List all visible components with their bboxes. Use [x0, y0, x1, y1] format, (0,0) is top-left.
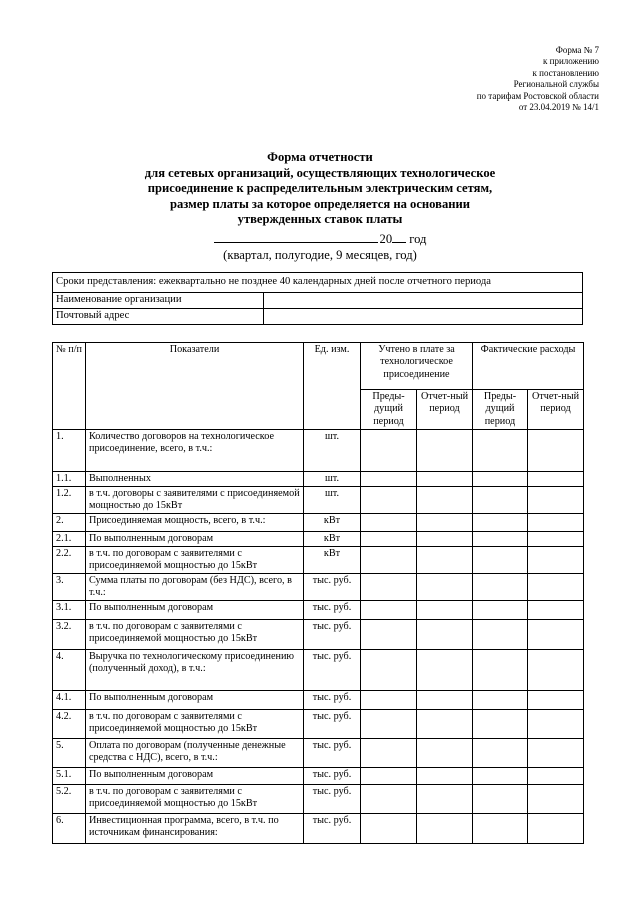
fee-prev-period-cell[interactable]: [361, 650, 417, 691]
period-blank-field[interactable]: [214, 230, 378, 243]
fee-prev-period-cell[interactable]: [361, 430, 417, 472]
header-fee-group: Учтено в плате за технологическое присоединение: [361, 343, 473, 390]
row-indicator: Присоединяемая мощность, всего, в т.ч.:: [86, 514, 304, 532]
row-indicator: Количество договоров на технологическое присоединение, всего, в т.ч.:: [86, 430, 304, 472]
submission-deadline: Сроки представления: ежеквартально не позднее 40 календарных дней после отчетного периода: [53, 273, 583, 293]
actual-report-period-cell[interactable]: [528, 814, 584, 844]
fee-report-period-cell[interactable]: [417, 487, 473, 514]
row-unit: тыс. руб.: [304, 814, 361, 844]
table-row: [53, 472, 584, 487]
row-number: 1.1.: [53, 472, 86, 487]
actual-prev-period-cell[interactable]: [473, 430, 528, 472]
attachment-line: Региональной службы: [513, 79, 599, 90]
table-row: [53, 691, 584, 710]
fee-report-period-cell[interactable]: [417, 620, 473, 650]
fee-report-period-cell[interactable]: [417, 768, 473, 785]
table-row: [53, 547, 584, 574]
row-number: 2.2.: [53, 547, 86, 574]
row-unit: тыс. руб.: [304, 785, 361, 814]
fee-report-period-cell[interactable]: [417, 739, 473, 768]
fee-prev-period-cell[interactable]: [361, 487, 417, 514]
fee-report-period-cell[interactable]: [417, 430, 473, 472]
actual-prev-period-cell[interactable]: [473, 691, 528, 710]
row-unit: тыс. руб.: [304, 691, 361, 710]
document-title: [60, 150, 580, 228]
table-row: [53, 574, 584, 601]
row-indicator: Оплата по договорам (полученные денежные средства с НДС), всего, в т.ч.:: [86, 739, 304, 768]
org-name-label: Наименование организации: [53, 293, 264, 309]
row-indicator: в т.ч. по договорам с заявителями с присоединяемой мощностью до 15кВт: [86, 620, 304, 650]
actual-report-period-cell[interactable]: [528, 532, 584, 547]
fee-prev-period-cell[interactable]: [361, 785, 417, 814]
row-unit: тыс. руб.: [304, 601, 361, 620]
fee-report-period-cell[interactable]: [417, 814, 473, 844]
header-actual-report: Отчет-ный период: [528, 390, 584, 430]
attachment-line: к постановлению: [532, 67, 599, 78]
address-field[interactable]: [264, 309, 583, 325]
table-row: [53, 710, 584, 739]
table-row: [53, 739, 584, 768]
actual-report-period-cell[interactable]: [528, 785, 584, 814]
row-unit: тыс. руб.: [304, 768, 361, 785]
fee-report-period-cell[interactable]: [417, 532, 473, 547]
table-row: [53, 650, 584, 691]
row-indicator: в т.ч. по договорам с заявителями с присоединяемой мощностью до 15кВт: [86, 710, 304, 739]
actual-report-period-cell[interactable]: [528, 574, 584, 601]
fee-report-period-cell[interactable]: [417, 785, 473, 814]
row-number: 1.2.: [53, 487, 86, 514]
fee-report-period-cell[interactable]: [417, 547, 473, 574]
year-blank-field[interactable]: [392, 230, 406, 243]
row-number: 2.1.: [53, 532, 86, 547]
row-unit: кВт: [304, 532, 361, 547]
fee-prev-period-cell[interactable]: [361, 532, 417, 547]
row-indicator: в т.ч. договоры с заявителями с присоединяемой мощностью до 15кВт: [86, 487, 304, 514]
header-unit: Ед. изм.: [304, 343, 361, 430]
fee-prev-period-cell[interactable]: [361, 472, 417, 487]
row-indicator: По выполненным договорам: [86, 601, 304, 620]
row-indicator: Выручка по технологическому присоединению (полученный доход), в т.ч.:: [86, 650, 304, 691]
row-indicator: Сумма платы по договорам (без НДС), всего, в т.ч.:: [86, 574, 304, 601]
fee-prev-period-cell[interactable]: [361, 691, 417, 710]
fee-report-period-cell[interactable]: [417, 472, 473, 487]
title-line: Форма отчетности: [267, 150, 373, 164]
row-unit: кВт: [304, 514, 361, 532]
row-indicator: По выполненным договорам: [86, 691, 304, 710]
table-row: [53, 487, 584, 514]
fee-report-period-cell[interactable]: [417, 691, 473, 710]
title-line: размер платы за которое определяется на основании: [169, 196, 471, 211]
row-number: 5.2.: [53, 785, 86, 814]
header-fee-report: Отчет-ный период: [417, 390, 473, 430]
row-number: 3.: [53, 574, 86, 601]
form-attachment-note: [399, 45, 599, 113]
actual-prev-period-cell[interactable]: [473, 785, 528, 814]
row-unit: тыс. руб.: [304, 739, 361, 768]
fee-prev-period-cell[interactable]: [361, 574, 417, 601]
reporting-period: [60, 230, 580, 263]
actual-report-period-cell[interactable]: [528, 487, 584, 514]
row-unit: тыс. руб.: [304, 574, 361, 601]
fee-prev-period-cell[interactable]: [361, 620, 417, 650]
actual-prev-period-cell[interactable]: [473, 814, 528, 844]
actual-report-period-cell[interactable]: [528, 691, 584, 710]
row-unit: кВт: [304, 547, 361, 574]
table-row: [53, 814, 584, 844]
row-indicator: По выполненным договорам: [86, 768, 304, 785]
row-indicator: в т.ч. по договорам с заявителями с присоединяемой мощностью до 15кВт: [86, 785, 304, 814]
actual-report-period-cell[interactable]: [528, 472, 584, 487]
fee-prev-period-cell[interactable]: [361, 547, 417, 574]
actual-prev-period-cell[interactable]: [473, 739, 528, 768]
period-hint: (квартал, полугодие, 9 месяцев, год): [223, 247, 417, 262]
org-name-field[interactable]: [264, 293, 583, 309]
actual-report-period-cell[interactable]: [528, 650, 584, 691]
actual-report-period-cell[interactable]: [528, 430, 584, 472]
actual-report-period-cell[interactable]: [528, 620, 584, 650]
actual-report-period-cell[interactable]: [528, 710, 584, 739]
fee-report-period-cell[interactable]: [417, 514, 473, 532]
attachment-line: от 23.04.2019 № 14/1: [518, 102, 599, 113]
actual-prev-period-cell[interactable]: [473, 472, 528, 487]
title-line: присоединение к распределительным электрическим сетям,: [147, 181, 493, 196]
row-indicator: Выполненных: [86, 472, 304, 487]
actual-prev-period-cell[interactable]: [473, 514, 528, 532]
address-label: Почтовый адрес: [53, 309, 264, 325]
table-row: [53, 514, 584, 532]
fee-report-period-cell[interactable]: [417, 574, 473, 601]
actual-report-period-cell[interactable]: [528, 601, 584, 620]
header-num: № п/п: [53, 343, 86, 430]
report-table: [52, 342, 584, 844]
organization-info-table: [52, 272, 583, 325]
row-number: 2.: [53, 514, 86, 532]
fee-report-period-cell[interactable]: [417, 710, 473, 739]
row-unit: шт.: [304, 487, 361, 514]
table-row: [53, 785, 584, 814]
title-line: утвержденных ставок платы: [237, 212, 403, 227]
fee-prev-period-cell[interactable]: [361, 601, 417, 620]
actual-report-period-cell[interactable]: [528, 514, 584, 532]
row-unit: тыс. руб.: [304, 620, 361, 650]
row-number: 5.1.: [53, 768, 86, 785]
table-row: [53, 768, 584, 785]
year-suffix: год: [409, 232, 427, 246]
table-row: [53, 601, 584, 620]
actual-report-period-cell[interactable]: [528, 768, 584, 785]
header-fee-prev: Преды-дущий период: [361, 390, 417, 430]
actual-prev-period-cell[interactable]: [473, 487, 528, 514]
row-indicator: в т.ч. по договорам с заявителями с присоединяемой мощностью до 15кВт: [86, 547, 304, 574]
row-unit: тыс. руб.: [304, 710, 361, 739]
row-number: 4.: [53, 650, 86, 691]
fee-prev-period-cell[interactable]: [361, 710, 417, 739]
row-number: 4.2.: [53, 710, 86, 739]
fee-report-period-cell[interactable]: [417, 650, 473, 691]
title-line: для сетевых организаций, осуществляющих технологическое: [144, 165, 496, 180]
row-number: 4.1.: [53, 691, 86, 710]
row-unit: шт.: [304, 472, 361, 487]
fee-report-period-cell[interactable]: [417, 601, 473, 620]
header-indicator: Показатели: [86, 343, 304, 430]
row-number: 3.1.: [53, 601, 86, 620]
actual-report-period-cell[interactable]: [528, 739, 584, 768]
table-row: [53, 532, 584, 547]
row-indicator: Инвестиционная программа, всего, в т.ч. по источникам финансирования:: [86, 814, 304, 844]
row-unit: тыс. руб.: [304, 650, 361, 691]
fee-prev-period-cell[interactable]: [361, 768, 417, 785]
table-row: [53, 430, 584, 472]
header-actual-prev: Преды-дущий период: [473, 390, 528, 430]
actual-prev-period-cell[interactable]: [473, 547, 528, 574]
actual-prev-period-cell[interactable]: [473, 768, 528, 785]
row-number: 5.: [53, 739, 86, 768]
actual-prev-period-cell[interactable]: [473, 601, 528, 620]
row-number: 6.: [53, 814, 86, 844]
row-unit: шт.: [304, 430, 361, 472]
year-prefix: 20: [379, 232, 393, 246]
actual-report-period-cell[interactable]: [528, 547, 584, 574]
row-number: 1.: [53, 430, 86, 472]
attachment-line: к приложению: [543, 56, 599, 67]
table-row: [53, 620, 584, 650]
header-actual-group: Фактические расходы: [473, 343, 584, 390]
row-indicator: По выполненным договорам: [86, 532, 304, 547]
attachment-line: по тарифам Ростовской области: [476, 90, 599, 101]
actual-prev-period-cell[interactable]: [473, 650, 528, 691]
fee-prev-period-cell[interactable]: [361, 814, 417, 844]
fee-prev-period-cell[interactable]: [361, 739, 417, 768]
attachment-line: Форма № 7: [555, 45, 599, 55]
actual-prev-period-cell[interactable]: [473, 620, 528, 650]
actual-prev-period-cell[interactable]: [473, 574, 528, 601]
fee-prev-period-cell[interactable]: [361, 514, 417, 532]
row-number: 3.2.: [53, 620, 86, 650]
actual-prev-period-cell[interactable]: [473, 532, 528, 547]
actual-prev-period-cell[interactable]: [473, 710, 528, 739]
